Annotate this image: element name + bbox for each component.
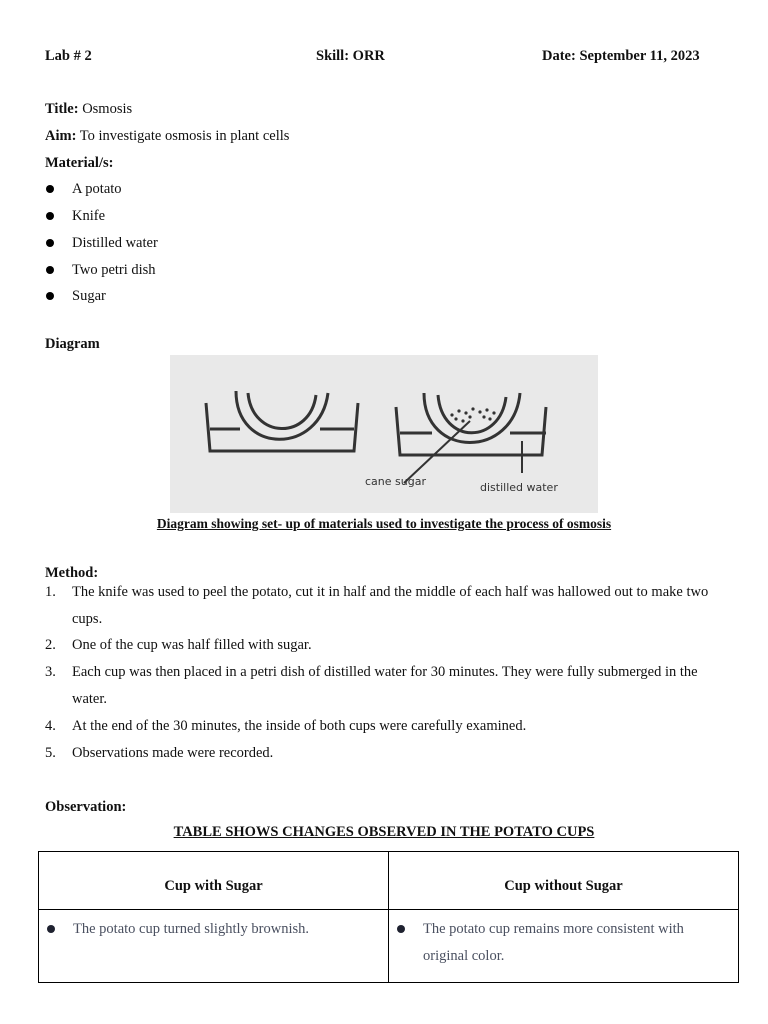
table-header-row — [39, 852, 739, 910]
table-cell: The potato cup turned slightly brownish. — [39, 910, 389, 983]
title-line — [45, 99, 132, 119]
skill-label: Skill: ORR — [316, 48, 385, 64]
column-header-with-sugar: Cup with Sugar — [39, 852, 389, 910]
aim-label: Aim: — [45, 128, 77, 144]
material-item: Two petri dish — [45, 260, 156, 280]
material-item: Knife — [45, 206, 105, 226]
method-step: 3. Each cup was then placed in a petri dish of distilled water for 30 minutes. They were fully submerged in the water. — [45, 664, 698, 707]
bullet-icon — [47, 925, 55, 933]
aim-value: To investigate osmosis in plant cells — [79, 128, 290, 144]
bullet-icon — [46, 292, 54, 300]
material-item: Distilled water — [45, 233, 158, 253]
bullet-icon — [46, 212, 54, 220]
date-label: Date: September 11, 2023 — [542, 48, 700, 64]
diagram-label-cane-sugar: cane sugar — [365, 475, 426, 488]
materials-heading: Material/s: — [45, 155, 114, 171]
column-header-without-sugar: Cup without Sugar — [389, 852, 739, 910]
observation-heading: Observation: — [45, 799, 127, 815]
method-heading: Method: — [45, 565, 99, 581]
bullet-icon — [397, 925, 405, 933]
title-label: Title: — [45, 101, 79, 117]
title-value: Osmosis — [82, 101, 133, 117]
method-step: 2. One of the cup was half filled with sugar. — [45, 637, 312, 653]
lab-number: Lab # 2 — [45, 48, 92, 64]
diagram-heading: Diagram — [45, 336, 100, 352]
material-item: A potato — [45, 179, 122, 199]
material-item: Sugar — [45, 286, 106, 306]
diagram-caption: Diagram showing set- up of materials used to investigate the process of osmosis — [156, 516, 612, 531]
bullet-icon — [46, 185, 54, 193]
method-step: 1. The knife was used to peel the potato, cut it in half and the middle of each half was hallowed out to make two cups. — [45, 584, 709, 627]
diagram-label-distilled-water: distilled water — [480, 481, 558, 494]
bullet-icon — [46, 239, 54, 247]
table-cell: The potato cup remains more consistent with original color. — [389, 910, 739, 983]
aim-line — [45, 126, 289, 146]
observation-table — [38, 851, 739, 983]
method-step: 5. Observations made were recorded. — [45, 745, 274, 761]
table-title: TABLE SHOWS CHANGES OBSERVED IN THE POTATO CUPS — [173, 824, 595, 840]
method-step: 4. At the end of the 30 minutes, the inside of both cups were carefully examined. — [45, 718, 527, 734]
table-row — [39, 910, 739, 983]
osmosis-setup-illustration — [170, 355, 598, 513]
bullet-icon — [46, 266, 54, 274]
diagram-figure — [170, 355, 598, 513]
